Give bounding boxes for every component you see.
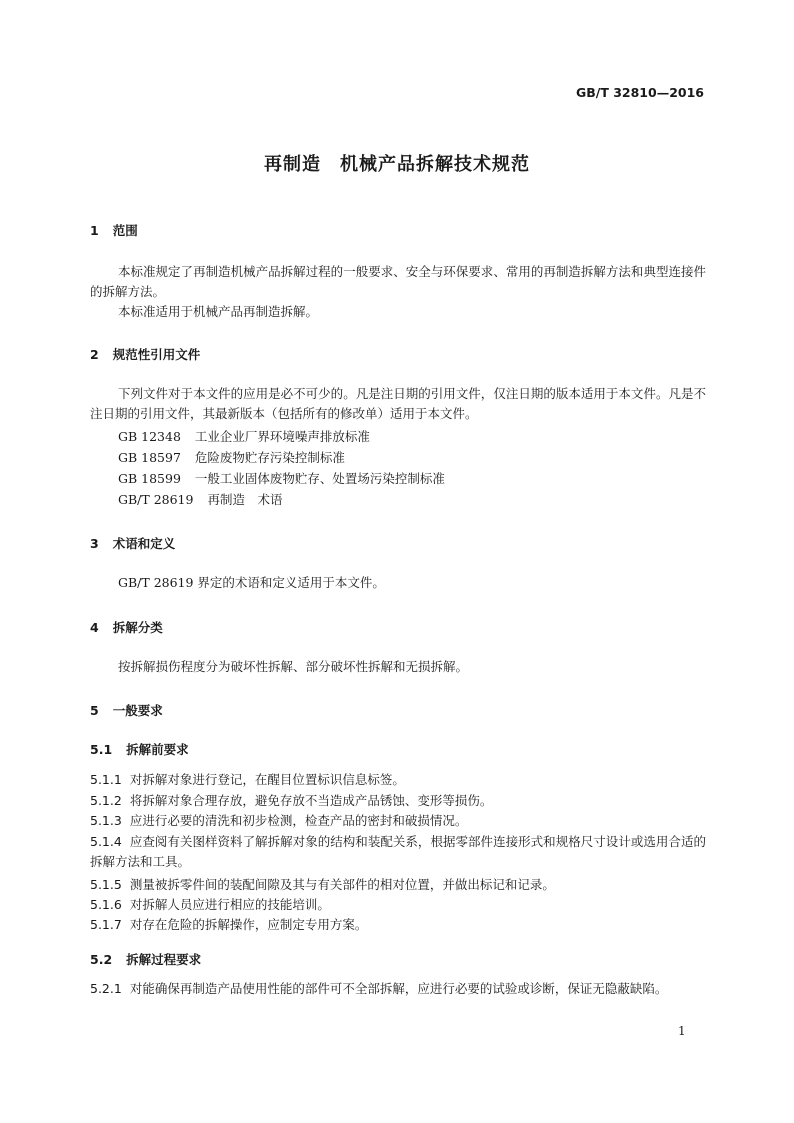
section-1-heading: [90, 220, 138, 239]
reference-item: [118, 427, 370, 447]
subsection-title: 拆解过程要求: [126, 952, 202, 967]
clause-item: [90, 770, 706, 790]
clause-number: 5.1.5: [90, 877, 122, 892]
subsection-5-1-heading: [90, 739, 189, 758]
section-2-heading: [90, 344, 200, 363]
section-title: 拆解分类: [112, 620, 163, 635]
clause-text: 将拆解对象合理存放，避免存放不当造成产品锈蚀、变形等损伤。: [129, 793, 493, 808]
subsection-title: 拆解前要求: [126, 742, 189, 757]
clause-text: 对能确保再制造产品使用性能的部件可不全部拆解，应进行必要的试验或诊断，保证无隐蔽缺陷。: [129, 981, 668, 996]
clause-number: 5.1.2: [90, 793, 122, 808]
section-number: 5: [90, 703, 99, 718]
section-title: 一般要求: [112, 703, 163, 718]
clause-text: 应查阅有关图样资料了解拆解对象的结构和装配关系，根据零部件连接形式和规格尺寸设计或选用合适的拆解方法和工具。: [90, 834, 706, 869]
section-5-heading: [90, 700, 163, 719]
section-number: 2: [90, 347, 99, 362]
section-title: 术语和定义: [112, 536, 176, 551]
clause-item: [90, 811, 706, 831]
reference-item: [118, 448, 345, 468]
document-title: 再制造 机械产品拆解技术规范: [264, 154, 530, 175]
subsection-number: 5.1: [90, 742, 113, 757]
clause-text: 对存在危险的拆解操作，应制定专用方案。: [129, 917, 368, 932]
reference-code: GB 18599: [118, 471, 181, 486]
section-1-paragraph-2: 本标准适用于机械产品再制造拆解。: [118, 304, 319, 319]
reference-item: [118, 490, 282, 510]
section-4-paragraph-1: 按拆解损伤程度分为破坏性拆解、部分破坏性拆解和无损拆解。: [118, 659, 469, 674]
clause-item: [90, 791, 706, 811]
reference-code: GB/T 28619: [118, 492, 194, 507]
section-3-paragraph-1: GB/T 28619 界定的术语和定义适用于本文件。: [118, 575, 385, 590]
clause-number: 5.1.4: [90, 834, 122, 849]
clause-item: [90, 915, 706, 935]
clause-number: 5.2.1: [90, 981, 122, 996]
clause-text: 对拆解对象进行登记，在醒目位置标识信息标签。: [129, 772, 405, 787]
clause-item: [90, 832, 706, 872]
reference-title: 一般工业固体废物贮存、处置场污染控制标准: [194, 471, 445, 486]
clause-text: 测量被拆零件间的装配间隙及其与有关部件的相对位置，并做出标记和记录。: [129, 877, 555, 892]
reference-code: GB 12348: [118, 429, 181, 444]
standard-code: GB/T 32810—2016: [575, 85, 704, 100]
reference-title: 危险废物贮存污染控制标准: [194, 450, 345, 465]
reference-title: 工业企业厂界环境噪声排放标准: [194, 429, 370, 444]
section-number: 4: [90, 620, 99, 635]
section-2-paragraph-1: 下列文件对于本文件的应用是必不可少的。凡是注日期的引用文件，仅注日期的版本适用于本文件。凡是不注日期的引用文件，其最新版本（包括所有的修改单）适用于本文件。: [90, 386, 706, 421]
clause-text: 对拆解人员应进行相应的技能培训。: [129, 897, 330, 912]
reference-code: GB 18597: [118, 450, 181, 465]
section-number: 3: [90, 536, 99, 551]
reference-item: [118, 469, 445, 489]
subsection-number: 5.2: [90, 952, 113, 967]
section-1-paragraph-1: 本标准规定了再制造机械产品拆解过程的一般要求、安全与环保要求、常用的再制造拆解方法和典型连接件的拆解方法。: [90, 264, 706, 299]
section-title: 规范性引用文件: [112, 347, 201, 362]
section-3-heading: [90, 533, 175, 552]
clause-number: 5.1.7: [90, 917, 122, 932]
page-number: 1: [678, 1024, 686, 1038]
clause-item: [90, 895, 706, 915]
section-4-heading: [90, 617, 163, 636]
reference-title: 再制造 术语: [207, 492, 283, 507]
clause-number: 5.1.1: [90, 772, 122, 787]
clause-item: [90, 979, 706, 999]
section-title: 范围: [112, 223, 138, 238]
clause-item: [90, 875, 706, 895]
clause-number: 5.1.3: [90, 813, 122, 828]
section-number: 1: [90, 223, 99, 238]
subsection-5-2-heading: [90, 949, 201, 968]
clause-text: 应进行必要的清洗和初步检测，检查产品的密封和破损情况。: [129, 813, 468, 828]
clause-number: 5.1.6: [90, 897, 122, 912]
